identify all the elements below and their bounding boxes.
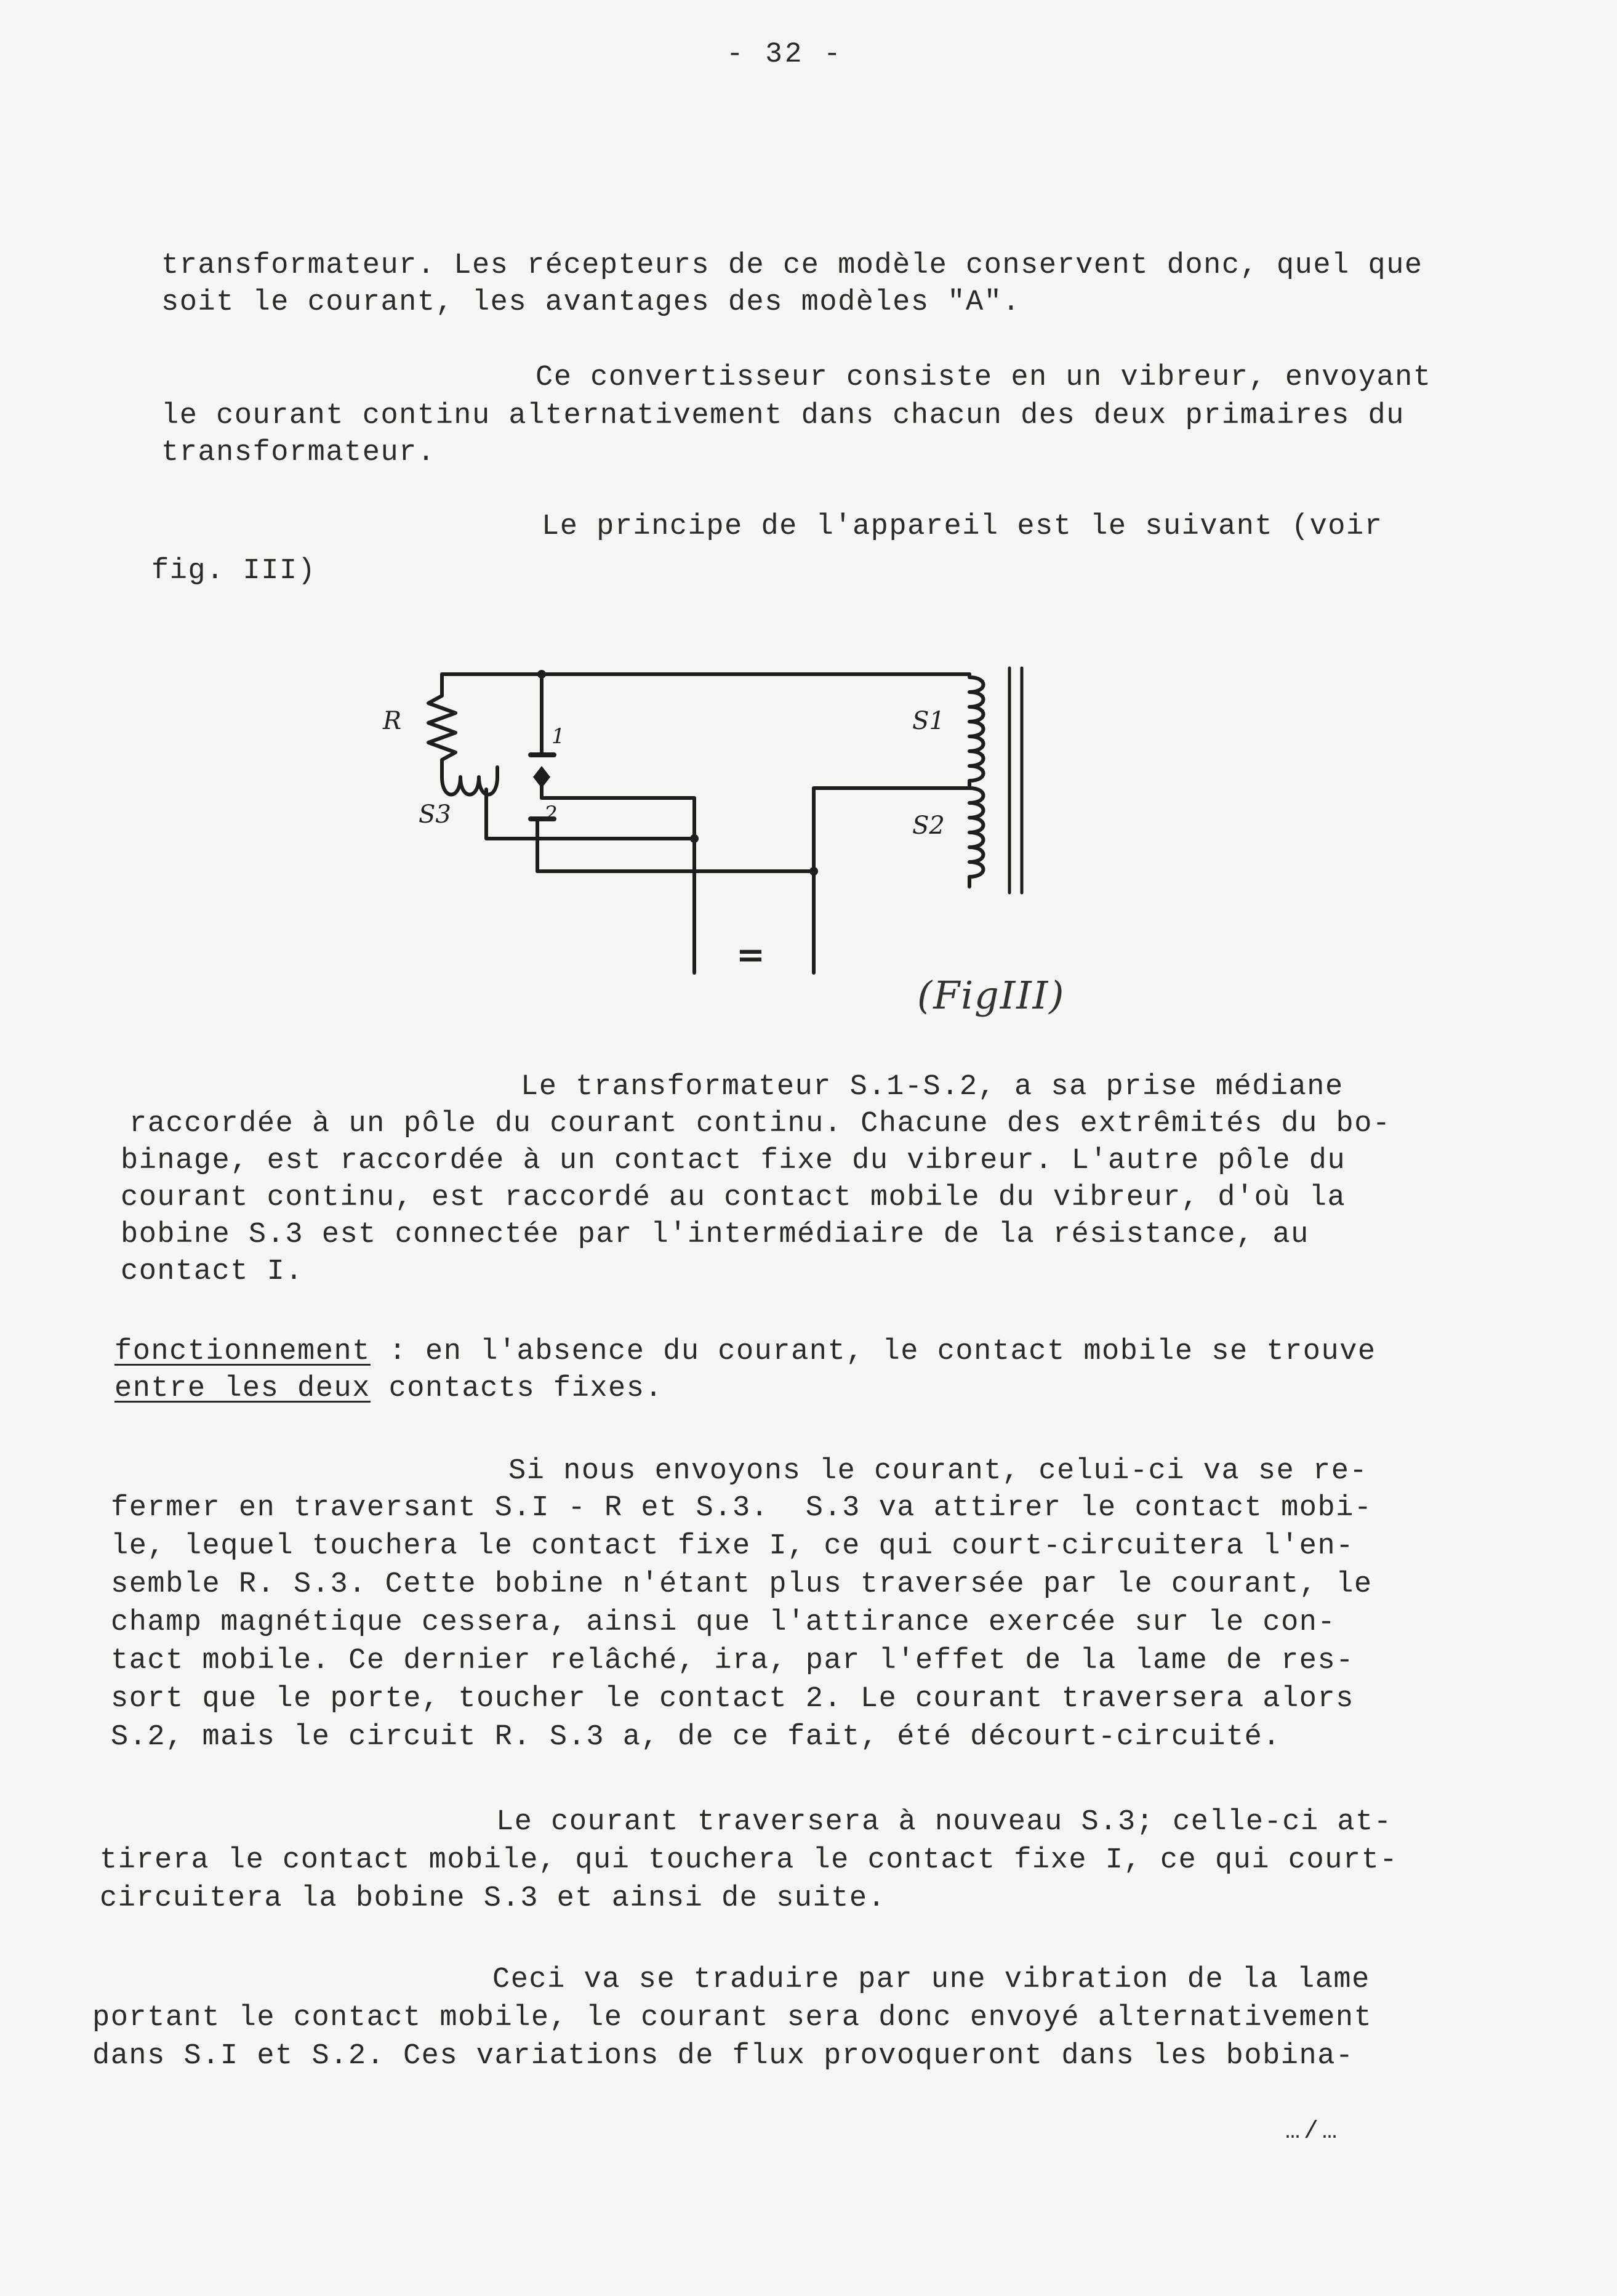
text-line xyxy=(114,1334,1376,1371)
continuation-marker: …/… xyxy=(1285,2118,1341,2146)
text-line: Ce convertisseur consiste en un vibreur, envoyant xyxy=(536,361,1432,394)
keyword-fonctionnement: fonctionnement xyxy=(114,1335,371,1368)
text-line: tirera le contact mobile, qui touchera le contact fixe I, ce qui court- xyxy=(100,1844,1398,1877)
text-line: courant continu, est raccordé au contact mobile du vibreur, d'où la xyxy=(121,1182,1346,1214)
text-line: fermer en traversant S.I - R et S.3. S.3 va attirer le contact mobi- xyxy=(111,1492,1373,1525)
text-line: transformateur. xyxy=(161,437,436,469)
winding-s2 xyxy=(969,788,984,887)
dc-right-lead xyxy=(814,788,969,973)
text-line: circuitera la bobine S.3 et ainsi de suite. xyxy=(100,1882,886,1915)
junction-dot xyxy=(690,834,699,843)
text-line xyxy=(114,1371,663,1408)
text-line: Si nous envoyons le courant, celui-ci va se re- xyxy=(508,1455,1368,1488)
label-s2: S2 xyxy=(912,812,945,840)
text-fragment: contacts fixes. xyxy=(370,1372,664,1405)
figure-caption: (FigIII) xyxy=(917,973,1065,1018)
label-contact-2: 2 xyxy=(544,802,558,826)
resistor-symbol xyxy=(428,674,455,763)
text-line: le courant continu alternativement dans chacun des deux primaires du xyxy=(161,400,1405,432)
text-line: Ceci va se traduire par une vibration de la lame xyxy=(492,1964,1370,1996)
text-line: sort que le porte, toucher le contact 2. Le courant traversera alors xyxy=(111,1683,1354,1715)
text-line: soit le courant, les avantages des modèles "A". xyxy=(161,286,1021,319)
text-line: portant le contact mobile, le courant sera donc envoyé alternativement xyxy=(92,2002,1373,2034)
contact-2-loop xyxy=(537,798,694,871)
text-line: le, lequel touchera le contact fixe I, ce qui court-circuitera l'en- xyxy=(111,1530,1354,1563)
label-s3: S3 xyxy=(419,800,451,829)
text-line: transformateur. Les récepteurs de ce modèle conservent donc, quel que xyxy=(161,249,1423,282)
junction-dot xyxy=(809,867,818,876)
label-contact-1: 1 xyxy=(552,724,565,749)
label-s1: S1 xyxy=(912,707,945,735)
page-number: - 32 - xyxy=(726,38,843,70)
text-line: S.2, mais le circuit R. S.3 a, de ce fait, été décourt-circuité. xyxy=(111,1721,1282,1754)
text-line: semble R. S.3. Cette bobine n'étant plus traversée par le courant, le xyxy=(111,1568,1373,1601)
dc-symbol: = xyxy=(736,935,765,975)
junction-dot xyxy=(537,670,546,679)
text-line: contact I. xyxy=(121,1255,304,1288)
text-line: bobine S.3 est connectée par l'intermédiaire de la résistance, au xyxy=(121,1218,1309,1251)
s3-return-wire xyxy=(486,789,694,839)
text-line: tact mobile. Ce dernier relâché, ira, par l'effet de la lame de res- xyxy=(111,1645,1354,1677)
text-line: binage, est raccordée à un contact fixe du vibreur. L'autre pôle du xyxy=(121,1145,1346,1177)
text-line: fig. III) xyxy=(151,555,316,587)
text-line: Le courant traversera à nouveau S.3; celle-ci at- xyxy=(496,1806,1392,1839)
text-line: dans S.I et S.2. Ces variations de flux provoqueront dans les bobina- xyxy=(92,2040,1354,2072)
text-line: raccordée à un pôle du courant continu. Chacune des extrêmités du bo- xyxy=(129,1108,1391,1140)
text-line: Le transformateur S.1-S.2, a sa prise médiane xyxy=(521,1071,1344,1103)
moving-contact-symbol xyxy=(533,766,550,788)
winding-s1 xyxy=(969,674,984,788)
text-line: Le principe de l'appareil est le suivant (voir xyxy=(542,510,1383,543)
keyword-entre-les-deux: entre les deux xyxy=(114,1372,371,1405)
coil-s3-symbol xyxy=(442,763,497,795)
text-fragment: : en l'absence du courant, le contact mobile se trouve xyxy=(370,1335,1376,1368)
label-resistor: R xyxy=(383,707,402,735)
text-line: champ magnétique cessera, ainsi que l'attirance exercée sur le con- xyxy=(111,1606,1336,1639)
